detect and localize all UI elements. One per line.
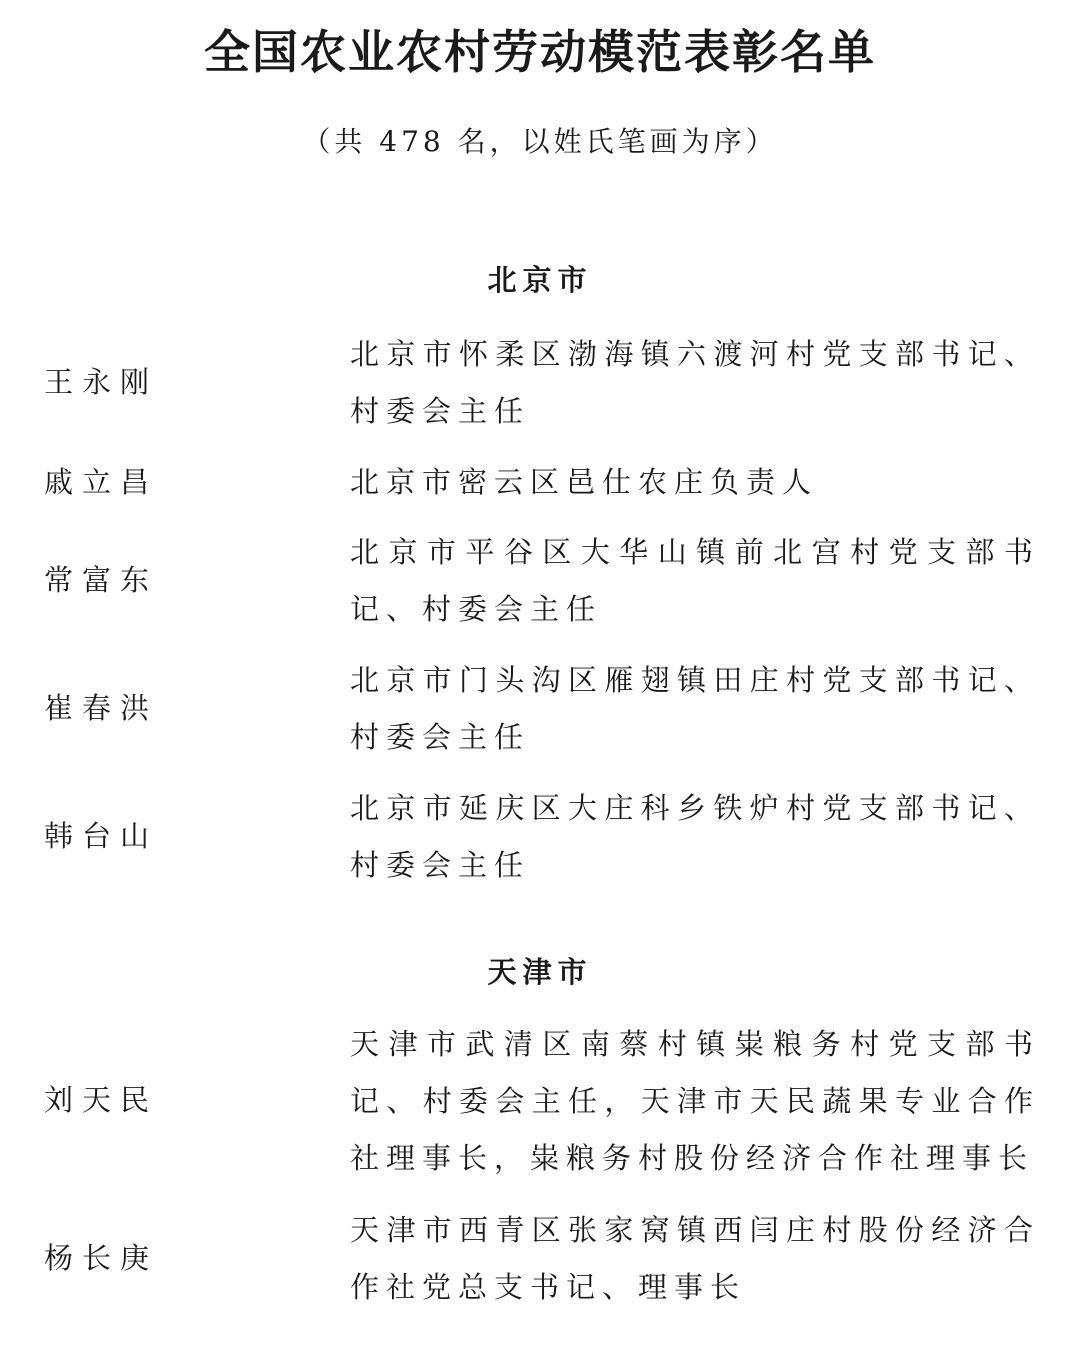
person-description: 天津市西青区张家窝镇西闫庄村股份经济合作社党总支书记、理事长 <box>350 1213 1040 1304</box>
person-description: 北京市延庆区大庄科乡铁炉村党支部书记、村委会主任 <box>350 791 1040 882</box>
document-title: 全国农业农村劳动模范表彰名单 <box>204 25 876 79</box>
person-description: 北京市门头沟区雁翅镇田庄村党支部书记、村委会主任 <box>350 663 1040 754</box>
person-name: 刘天民 <box>44 1083 159 1117</box>
person-description: 北京市密云区邑仕农庄负责人 <box>350 465 819 499</box>
person-name: 杨长庚 <box>44 1241 159 1275</box>
person-name: 崔春洪 <box>44 691 159 725</box>
section-heading-tianjin: 天津市 <box>487 955 593 989</box>
person-name: 常富东 <box>44 563 159 597</box>
person-description: 北京市怀柔区渤海镇六渡河村党支部书记、村委会主任 <box>350 337 1040 428</box>
section-heading-beijing: 北京市 <box>487 263 593 297</box>
person-description: 天津市武清区南蔡村镇粜粮务村党支部书记、村委会主任，天津市天民蔬果专业合作社理事长，粜粮务村股份经济合作社理事长 <box>350 1027 1040 1175</box>
person-name: 王永刚 <box>44 365 159 399</box>
document-subtitle: （共 478 名，以姓氏笔画为序） <box>302 125 778 158</box>
person-name: 韩台山 <box>44 819 159 853</box>
person-name: 戚立昌 <box>44 465 159 499</box>
person-description: 北京市平谷区大华山镇前北宫村党支部书记、村委会主任 <box>350 535 1040 626</box>
